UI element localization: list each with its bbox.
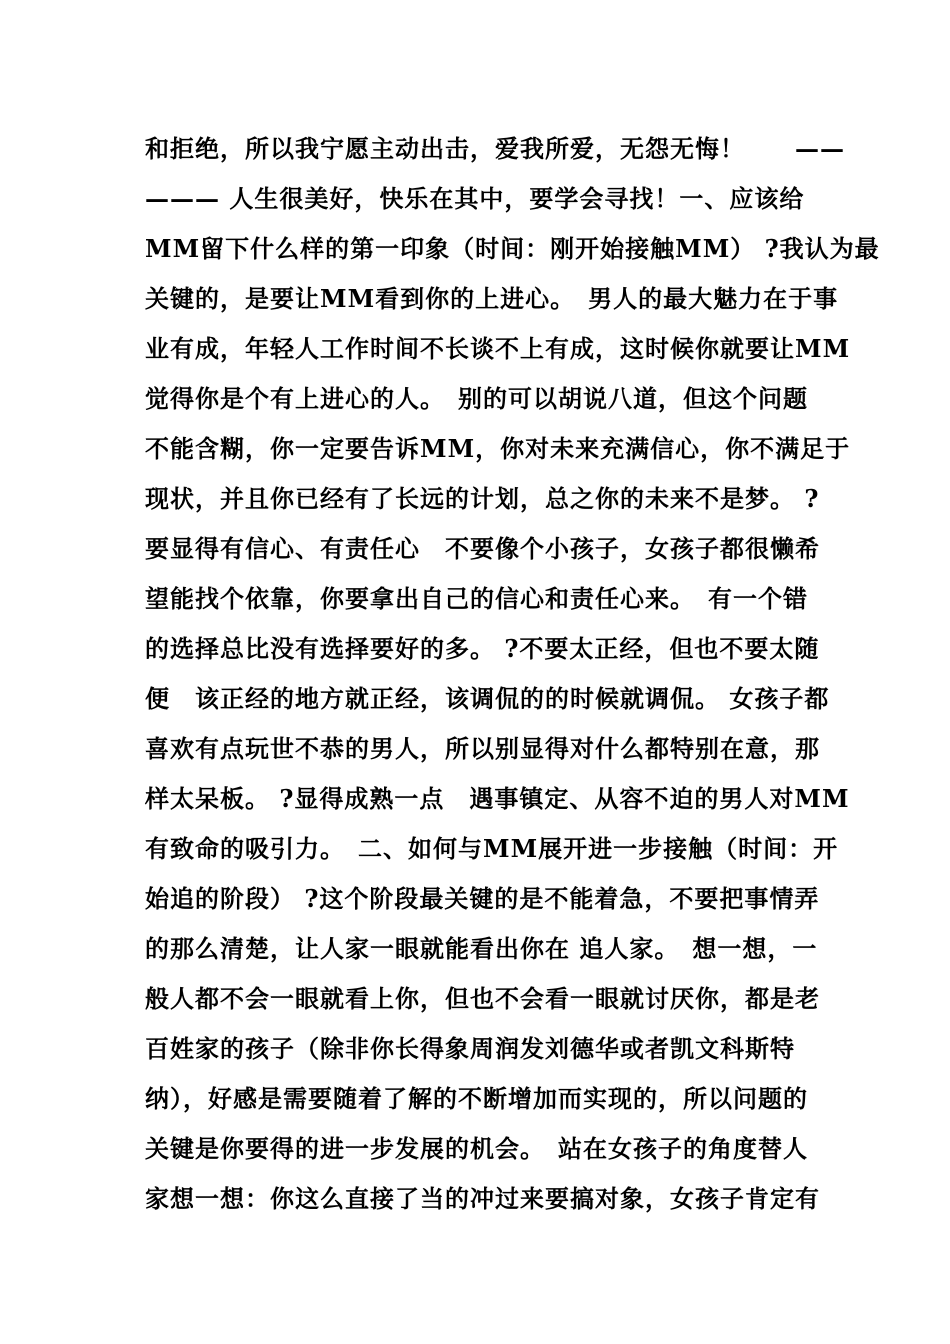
text-line: 便 该正经的地方就正经，该调侃的的时候就调侃。 女孩子都	[145, 684, 830, 713]
text-line: 要显得有信心、有责任心 不要像个小孩子，女孩子都很懒希	[145, 534, 820, 563]
text-line: 样太呆板。 ?显得成熟一点 遇事镇定、从容不迫的男人对MM	[145, 784, 850, 813]
text-line: 关键的，是要让MM看到你的上进心。 男人的最大魅力在于事	[145, 284, 839, 313]
text-line: ——— 人生很美好，快乐在其中，要学会寻找！一、应该给	[145, 184, 805, 213]
text-line: 的那么清楚，让人家一眼就能看出你在 追人家。 想一想，一	[145, 934, 818, 963]
text-line: 家想一想：你这么直接了当的冲过来要搞对象，女孩子肯定有	[145, 1184, 820, 1213]
text-line: 关键是你要得的进一步发展的机会。 站在女孩子的角度替人	[145, 1134, 808, 1163]
text-line: 有致命的吸引力。 二、如何与MM展开进一步接触（时间：开	[145, 834, 839, 863]
text-line: 的选择总比没有选择要好的多。 ?不要太正经，但也不要太随	[145, 634, 820, 663]
text-line: 百姓家的孩子（除非你长得象周润发刘德华或者凯文科斯特	[145, 1034, 795, 1063]
body-text	[145, 124, 880, 1224]
text-line: 纳），好感是需要随着了解的不断增加而实现的，所以问题的	[145, 1084, 808, 1113]
text-line: MM留下什么样的第一印象（时间：刚开始接触MM） ?我认为最	[145, 234, 880, 263]
text-line: 不能含糊，你一定要告诉MM，你对未来充满信心，你不满足于	[145, 434, 851, 463]
text-line: 喜欢有点玩世不恭的男人，所以别显得对什么都特别在意，那	[145, 734, 820, 763]
text-line: 业有成，年轻人工作时间不长谈不上有成，这时候你就要让MM	[145, 334, 851, 363]
text-line: 望能找个依靠，你要拿出自己的信心和责任心来。 有一个错	[145, 584, 808, 613]
text-line: 觉得你是个有上进心的人。 别的可以胡说八道，但这个问题	[145, 384, 808, 413]
text-line: 和拒绝，所以我宁愿主动出击，爱我所爱，无怨无悔！ ——	[145, 134, 845, 163]
text-line: 现状，并且你已经有了长远的计划，总之你的未来不是梦。 ?	[145, 484, 820, 513]
text-line: 始追的阶段） ?这个阶段最关键的是不能着急，不要把事情弄	[145, 884, 820, 913]
text-line: 般人都不会一眼就看上你，但也不会看一眼就讨厌你，都是老	[145, 984, 820, 1013]
